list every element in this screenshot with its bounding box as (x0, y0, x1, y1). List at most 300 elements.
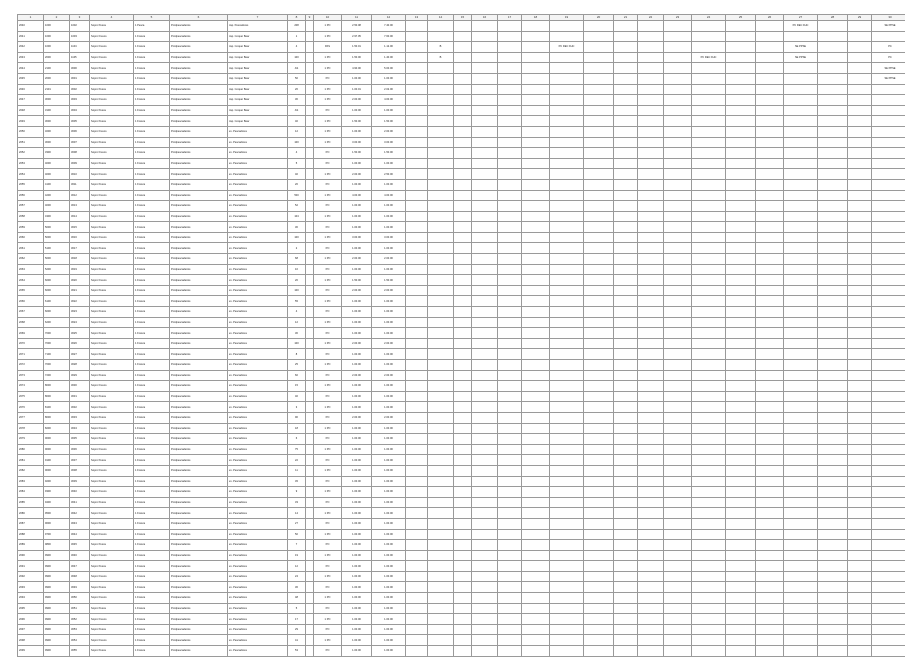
table-cell[interactable]: 3050 (70, 593, 90, 604)
table-cell[interactable] (692, 328, 726, 339)
table-cell[interactable]: PO (314, 518, 342, 529)
table-cell[interactable]: ex. Pescadores (228, 338, 288, 349)
table-cell[interactable]: 2089 (18, 540, 44, 551)
table-cell[interactable] (584, 360, 614, 371)
table-cell[interactable] (498, 243, 522, 254)
table-cell[interactable] (872, 201, 905, 212)
table-cell[interactable] (664, 158, 692, 169)
table-cell[interactable]: 7000 (44, 328, 70, 339)
table-cell[interactable] (614, 63, 638, 74)
table-cell[interactable] (872, 264, 905, 275)
table-cell[interactable] (428, 148, 454, 159)
table-cell[interactable]: 9000 (44, 444, 70, 455)
table-cell[interactable]: 9 (288, 487, 306, 498)
table-cell[interactable]: 9900 (44, 646, 70, 657)
table-cell[interactable] (756, 360, 784, 371)
table-cell[interactable]: ex. Pescadores (228, 370, 288, 381)
table-cell[interactable] (692, 540, 726, 551)
table-cell[interactable] (638, 571, 664, 582)
table-cell[interactable] (784, 179, 818, 190)
table-cell[interactable] (872, 179, 905, 190)
table-cell[interactable] (726, 264, 756, 275)
table-cell[interactable]: Prodpescadeiros (170, 201, 228, 212)
table-cell[interactable] (428, 338, 454, 349)
table-cell[interactable] (522, 646, 550, 657)
table-cell[interactable] (614, 518, 638, 529)
table-cell[interactable] (726, 126, 756, 137)
table-cell[interactable] (726, 402, 756, 413)
table-cell[interactable]: 2075 (18, 391, 44, 402)
table-cell[interactable]: 2060 (18, 232, 44, 243)
table-cell[interactable] (848, 190, 872, 201)
table-cell[interactable] (726, 497, 756, 508)
table-cell[interactable] (664, 105, 692, 116)
table-cell[interactable] (428, 317, 454, 328)
table-cell[interactable] (306, 349, 314, 360)
table-cell[interactable]: 2.00.00 (342, 169, 372, 180)
table-cell[interactable] (848, 222, 872, 233)
table-cell[interactable]: 5200 (44, 264, 70, 275)
table-cell[interactable] (614, 635, 638, 646)
table-cell[interactable]: 1.00.00 (372, 211, 406, 222)
table-cell[interactable] (522, 338, 550, 349)
table-cell[interactable] (584, 296, 614, 307)
table-cell[interactable]: 1.00.00 (342, 211, 372, 222)
table-cell[interactable] (756, 402, 784, 413)
table-cell[interactable]: Jap. Coquer Bear (228, 31, 288, 42)
table-cell[interactable] (848, 52, 872, 63)
table-cell[interactable] (522, 444, 550, 455)
table-cell[interactable]: Sopro Fresco (90, 381, 134, 392)
table-cell[interactable]: 2.50.08 (342, 21, 372, 32)
table-cell[interactable] (584, 476, 614, 487)
table-cell[interactable] (454, 243, 472, 254)
table-cell[interactable]: 2.97.05 (342, 31, 372, 42)
table-cell[interactable]: 1.00.00 (372, 434, 406, 445)
table-cell[interactable] (406, 307, 428, 318)
table-cell[interactable] (550, 275, 584, 286)
table-cell[interactable] (306, 391, 314, 402)
table-cell[interactable] (614, 360, 638, 371)
table-cell[interactable]: 3100 (44, 105, 70, 116)
table-cell[interactable]: PO (314, 158, 342, 169)
table-cell[interactable] (306, 635, 314, 646)
column-header[interactable]: 30 (872, 15, 905, 21)
table-cell[interactable] (756, 169, 784, 180)
table-cell[interactable]: Sopro Pesca (90, 264, 134, 275)
table-cell[interactable]: 2098 (18, 635, 44, 646)
table-cell[interactable]: 2055 (18, 179, 44, 190)
table-cell[interactable] (428, 264, 454, 275)
table-cell[interactable] (472, 116, 498, 127)
table-cell[interactable] (522, 349, 550, 360)
table-cell[interactable] (638, 465, 664, 476)
table-cell[interactable] (454, 21, 472, 32)
table-cell[interactable]: 1.00.00 (372, 264, 406, 275)
table-cell[interactable] (784, 232, 818, 243)
table-cell[interactable] (498, 349, 522, 360)
table-cell[interactable]: 2.00.00 (342, 370, 372, 381)
table-cell[interactable]: 1 Fresca (134, 126, 170, 137)
table-cell[interactable] (454, 434, 472, 445)
table-cell[interactable] (848, 116, 872, 127)
table-cell[interactable] (726, 465, 756, 476)
table-cell[interactable]: Jap. Coquer Bear (228, 73, 288, 84)
table-cell[interactable] (306, 561, 314, 572)
table-cell[interactable]: 20 (288, 179, 306, 190)
table-cell[interactable] (498, 84, 522, 95)
table-cell[interactable] (638, 582, 664, 593)
table-cell[interactable]: 55 (288, 296, 306, 307)
table-cell[interactable]: PO (314, 646, 342, 657)
table-cell[interactable]: 3 (288, 402, 306, 413)
table-cell[interactable] (638, 624, 664, 635)
table-cell[interactable]: 3002 (70, 84, 90, 95)
table-cell[interactable]: 1 PO (314, 529, 342, 540)
table-cell[interactable] (784, 264, 818, 275)
table-cell[interactable]: 1.00.00 (372, 603, 406, 614)
table-cell[interactable] (472, 84, 498, 95)
table-cell[interactable] (818, 105, 848, 116)
table-cell[interactable] (550, 582, 584, 593)
table-cell[interactable]: 3036 (70, 444, 90, 455)
table-cell[interactable]: 1.00.00 (372, 465, 406, 476)
table-cell[interactable] (306, 190, 314, 201)
table-cell[interactable] (306, 264, 314, 275)
table-cell[interactable] (498, 391, 522, 402)
table-cell[interactable]: 3053 (70, 624, 90, 635)
table-cell[interactable] (584, 550, 614, 561)
table-cell[interactable] (454, 381, 472, 392)
table-cell[interactable] (614, 126, 638, 137)
table-cell[interactable] (406, 201, 428, 212)
table-cell[interactable] (848, 444, 872, 455)
table-cell[interactable] (692, 42, 726, 53)
table-cell[interactable]: 1.00.00 (342, 434, 372, 445)
table-cell[interactable] (664, 593, 692, 604)
table-cell[interactable] (550, 105, 584, 116)
table-cell[interactable] (664, 508, 692, 519)
table-cell[interactable] (550, 412, 584, 423)
table-cell[interactable]: 1.00.00 (372, 444, 406, 455)
table-cell[interactable] (522, 42, 550, 53)
table-cell[interactable]: 9900 (44, 635, 70, 646)
table-cell[interactable] (818, 487, 848, 498)
table-cell[interactable]: PO (314, 201, 342, 212)
table-cell[interactable]: Sopro Pesca (90, 603, 134, 614)
table-cell[interactable]: 4100 (44, 179, 70, 190)
table-cell[interactable] (550, 487, 584, 498)
table-cell[interactable] (614, 444, 638, 455)
table-cell[interactable] (848, 296, 872, 307)
table-cell[interactable] (726, 243, 756, 254)
table-cell[interactable]: 3034 (70, 423, 90, 434)
table-cell[interactable]: 3005 (70, 116, 90, 127)
table-cell[interactable]: 7 (288, 540, 306, 551)
table-cell[interactable]: 36 (288, 582, 306, 593)
table-cell[interactable] (726, 624, 756, 635)
table-cell[interactable] (848, 328, 872, 339)
table-cell[interactable]: Sopro Pesca (90, 179, 134, 190)
table-cell[interactable] (472, 487, 498, 498)
table-cell[interactable]: 1 Pesca (134, 21, 170, 32)
table-cell[interactable]: 50 (288, 529, 306, 540)
table-cell[interactable] (848, 381, 872, 392)
table-cell[interactable] (638, 603, 664, 614)
table-cell[interactable] (472, 179, 498, 190)
table-cell[interactable]: ex. Pescadores (228, 582, 288, 593)
table-cell[interactable]: 8100 (44, 402, 70, 413)
table-cell[interactable] (692, 317, 726, 328)
table-cell[interactable]: 1 PO (314, 52, 342, 63)
table-cell[interactable] (428, 201, 454, 212)
table-cell[interactable]: 1.00.00 (372, 105, 406, 116)
table-cell[interactable] (756, 317, 784, 328)
table-cell[interactable] (472, 328, 498, 339)
table-cell[interactable] (454, 646, 472, 657)
table-cell[interactable]: Prodpescadeiros (170, 381, 228, 392)
table-cell[interactable]: 8200 (44, 423, 70, 434)
table-cell[interactable] (614, 540, 638, 551)
table-cell[interactable] (454, 254, 472, 265)
table-cell[interactable] (784, 550, 818, 561)
table-cell[interactable] (784, 487, 818, 498)
table-cell[interactable] (306, 582, 314, 593)
column-header[interactable]: 28 (818, 15, 848, 21)
table-cell[interactable]: 2091 (18, 561, 44, 572)
table-cell[interactable] (818, 593, 848, 604)
table-cell[interactable] (306, 508, 314, 519)
table-cell[interactable]: 1.00.00 (372, 571, 406, 582)
table-cell[interactable]: 1 PO (314, 190, 342, 201)
table-cell[interactable]: Prodpescadeiros (170, 190, 228, 201)
table-cell[interactable] (522, 423, 550, 434)
table-cell[interactable]: 3041 (70, 497, 90, 508)
table-cell[interactable]: Prodpescadeiros (170, 317, 228, 328)
table-cell[interactable]: Sopro Fresco (90, 444, 134, 455)
table-cell[interactable]: 3045 (70, 540, 90, 551)
table-cell[interactable]: Prodpescadeiros (170, 21, 228, 32)
table-cell[interactable] (522, 116, 550, 127)
table-cell[interactable] (428, 63, 454, 74)
table-cell[interactable] (638, 317, 664, 328)
table-cell[interactable]: 9600 (44, 518, 70, 529)
table-cell[interactable] (550, 540, 584, 551)
table-cell[interactable] (614, 190, 638, 201)
table-cell[interactable]: 9900 (44, 550, 70, 561)
table-cell[interactable] (614, 381, 638, 392)
table-cell[interactable] (498, 635, 522, 646)
table-cell[interactable]: 3052 (70, 614, 90, 625)
table-cell[interactable] (550, 31, 584, 42)
table-cell[interactable] (638, 296, 664, 307)
table-cell[interactable]: 1.00.00 (372, 201, 406, 212)
table-cell[interactable]: 1002 (70, 21, 90, 32)
table-cell[interactable] (472, 593, 498, 604)
table-cell[interactable]: 2057 (18, 201, 44, 212)
table-cell[interactable] (784, 635, 818, 646)
table-cell[interactable] (726, 42, 756, 53)
table-cell[interactable]: 1.00.00 (372, 222, 406, 233)
table-cell[interactable] (454, 211, 472, 222)
table-cell[interactable] (726, 434, 756, 445)
table-cell[interactable]: 3021 (70, 285, 90, 296)
table-cell[interactable] (692, 529, 726, 540)
table-cell[interactable] (306, 84, 314, 95)
table-cell[interactable]: 48 (288, 593, 306, 604)
table-cell[interactable]: 2.50.00 (372, 169, 406, 180)
table-cell[interactable]: 1 PO (314, 465, 342, 476)
table-cell[interactable] (306, 402, 314, 413)
table-cell[interactable] (638, 84, 664, 95)
table-cell[interactable] (498, 412, 522, 423)
table-cell[interactable] (454, 508, 472, 519)
table-cell[interactable] (848, 593, 872, 604)
table-cell[interactable]: Sopro Fresco (90, 571, 134, 582)
table-cell[interactable] (550, 222, 584, 233)
table-cell[interactable] (306, 275, 314, 286)
table-cell[interactable]: B (428, 42, 454, 53)
table-cell[interactable] (428, 550, 454, 561)
table-cell[interactable] (428, 423, 454, 434)
table-cell[interactable] (638, 349, 664, 360)
table-cell[interactable] (498, 593, 522, 604)
table-cell[interactable] (872, 518, 905, 529)
table-cell[interactable] (756, 126, 784, 137)
table-cell[interactable] (848, 317, 872, 328)
table-cell[interactable]: Sopro Pesca (90, 412, 134, 423)
table-cell[interactable]: Prodpescadeiros (170, 232, 228, 243)
table-cell[interactable] (726, 508, 756, 519)
table-cell[interactable] (584, 95, 614, 106)
table-cell[interactable]: 11 (288, 465, 306, 476)
table-cell[interactable] (406, 285, 428, 296)
table-cell[interactable] (638, 201, 664, 212)
table-cell[interactable]: 1 PO (314, 137, 342, 148)
column-header[interactable]: 4 (90, 15, 134, 21)
table-cell[interactable] (756, 42, 784, 53)
table-cell[interactable] (454, 105, 472, 116)
column-header[interactable]: 6 (170, 15, 228, 21)
table-cell[interactable] (472, 476, 498, 487)
table-cell[interactable] (614, 370, 638, 381)
table-cell[interactable] (726, 285, 756, 296)
table-cell[interactable] (872, 508, 905, 519)
table-cell[interactable]: 3026 (70, 338, 90, 349)
table-cell[interactable] (638, 360, 664, 371)
table-cell[interactable] (472, 317, 498, 328)
table-cell[interactable] (454, 540, 472, 551)
table-cell[interactable] (428, 624, 454, 635)
table-cell[interactable] (454, 116, 472, 127)
table-cell[interactable] (522, 465, 550, 476)
table-cell[interactable] (614, 508, 638, 519)
table-cell[interactable] (872, 624, 905, 635)
table-cell[interactable]: 7.40.00 (372, 21, 406, 32)
table-cell[interactable]: PO (314, 179, 342, 190)
table-cell[interactable] (428, 285, 454, 296)
table-cell[interactable]: ex. Pescadores (228, 211, 288, 222)
table-cell[interactable] (522, 381, 550, 392)
table-cell[interactable] (664, 518, 692, 529)
table-cell[interactable] (584, 126, 614, 137)
table-cell[interactable] (454, 487, 472, 498)
table-cell[interactable] (848, 391, 872, 402)
table-cell[interactable] (614, 624, 638, 635)
table-cell[interactable]: Prodpescadeiros (170, 179, 228, 190)
table-cell[interactable] (756, 63, 784, 74)
table-cell[interactable] (406, 264, 428, 275)
table-cell[interactable] (664, 179, 692, 190)
table-cell[interactable] (692, 582, 726, 593)
table-cell[interactable] (406, 349, 428, 360)
table-cell[interactable] (638, 476, 664, 487)
table-cell[interactable] (614, 275, 638, 286)
table-cell[interactable]: 2096 (18, 614, 44, 625)
table-cell[interactable]: 3032 (70, 402, 90, 413)
table-cell[interactable] (818, 232, 848, 243)
table-cell[interactable]: 4.00.00 (372, 190, 406, 201)
table-cell[interactable] (306, 412, 314, 423)
table-cell[interactable] (550, 465, 584, 476)
table-cell[interactable] (406, 158, 428, 169)
table-cell[interactable] (454, 582, 472, 593)
table-cell[interactable] (428, 73, 454, 84)
table-cell[interactable]: 1.00.00 (342, 561, 372, 572)
table-cell[interactable]: 8000 (44, 391, 70, 402)
column-header[interactable]: 24 (692, 15, 726, 21)
table-cell[interactable] (454, 52, 472, 63)
table-cell[interactable] (726, 307, 756, 318)
table-cell[interactable]: 2084 (18, 487, 44, 498)
table-cell[interactable] (848, 614, 872, 625)
table-cell[interactable]: Sopro Pesca (90, 243, 134, 254)
table-cell[interactable]: ex. Pescadores (228, 497, 288, 508)
table-cell[interactable] (614, 254, 638, 265)
table-cell[interactable] (664, 275, 692, 286)
table-cell[interactable] (818, 444, 848, 455)
table-cell[interactable] (638, 222, 664, 233)
table-cell[interactable] (522, 222, 550, 233)
table-cell[interactable] (306, 42, 314, 53)
table-cell[interactable] (756, 190, 784, 201)
table-cell[interactable] (664, 84, 692, 95)
table-cell[interactable]: 1.00.00 (342, 126, 372, 137)
table-cell[interactable] (498, 624, 522, 635)
table-cell[interactable]: 18 (288, 423, 306, 434)
table-cell[interactable] (692, 84, 726, 95)
table-cell[interactable]: 6200 (44, 317, 70, 328)
table-cell[interactable] (692, 370, 726, 381)
table-cell[interactable] (472, 444, 498, 455)
table-cell[interactable]: 1.00.00 (342, 349, 372, 360)
table-cell[interactable]: 1.00.00 (372, 518, 406, 529)
table-cell[interactable]: 1 Fresca (134, 95, 170, 106)
table-cell[interactable] (756, 31, 784, 42)
table-cell[interactable] (784, 190, 818, 201)
table-cell[interactable]: 2066 (18, 296, 44, 307)
table-cell[interactable] (848, 370, 872, 381)
table-cell[interactable] (756, 444, 784, 455)
table-cell[interactable]: 9300 (44, 487, 70, 498)
table-cell[interactable]: Prodpescadeiros (170, 95, 228, 106)
table-cell[interactable] (818, 222, 848, 233)
table-cell[interactable] (498, 126, 522, 137)
table-cell[interactable]: 3008 (70, 148, 90, 159)
table-cell[interactable] (550, 84, 584, 95)
table-cell[interactable] (454, 264, 472, 275)
table-cell[interactable]: 9900 (44, 593, 70, 604)
